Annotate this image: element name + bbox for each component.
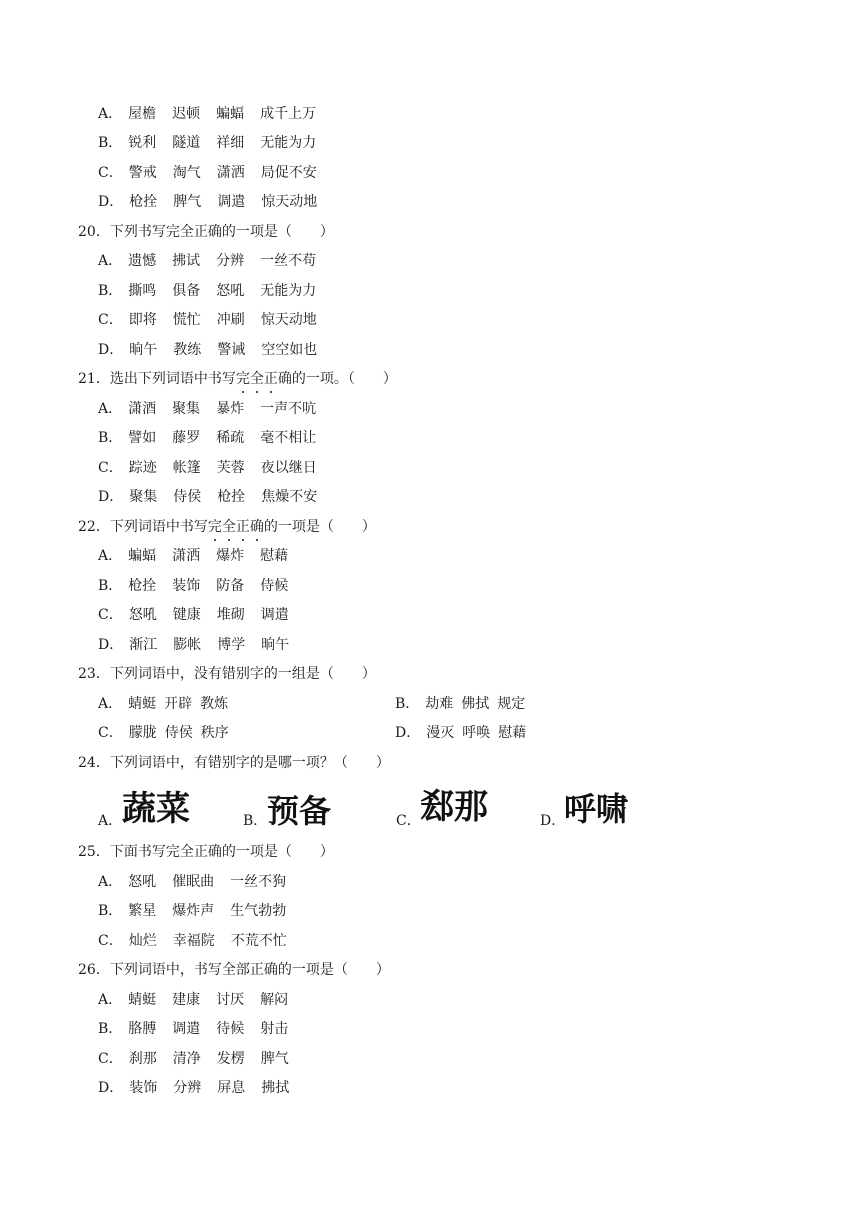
q21-stem: 21．选出下列词语中书写完全正确的一项。（ ） (78, 371, 397, 387)
emphasis-dot-char: 完 (235, 371, 250, 387)
handwritten-word-image (120, 786, 204, 828)
q22-option-c: C． 怒吼 键康 堆砌 调遣 (98, 607, 289, 623)
q24-option-a: A． 蔬菜 (98, 786, 218, 832)
q26-option-b: B． 胳膊 调遣 待候 射击 (98, 1021, 289, 1037)
q22-option-a: A． 蝙蝠 潇洒 爆炸 慰藉 (98, 548, 289, 564)
emphasis-dot-char: 正 (235, 519, 250, 535)
svg-text:郄那: 郄那 (420, 787, 488, 827)
q20-stem: 20．下列书写完全正确的一项是（ ） (78, 224, 334, 240)
q26-option-d: D． 装饰 分辨 屏息 拂拭 (98, 1080, 290, 1096)
q21-option-d: D． 聚集 侍侯 枪拴 焦燥不安 (98, 489, 318, 505)
q24-option-b: B． 预备 (243, 786, 363, 832)
q26-option-a: A． 蜻蜓 建康 讨厌 解闷 (98, 992, 289, 1008)
q25-option-a: A． 怒吼 催眠曲 一丝不狗 (98, 874, 287, 890)
handwritten-word-image (562, 786, 646, 828)
q21-option-b: B． 譬如 藤罗 稀疏 毫不相让 (98, 430, 317, 446)
q21-option-c: C． 踪迹 帐篷 芙蓉 夜以继日 (98, 460, 317, 476)
q22-stem: 22．下列词语中书写完全正确的一项是（ ） (78, 519, 376, 535)
q23-option-b: B． 劫难 佛拭 规定 (395, 696, 526, 712)
handwritten-word-image (418, 786, 510, 828)
emphasis-dot-char: 完 (207, 519, 222, 535)
emphasis-dots-text (208, 519, 264, 535)
svg-text:蔬菜: 蔬菜 (122, 789, 190, 828)
q25-option-b: B． 繁星 爆炸声 生气勃勃 (98, 903, 287, 919)
q19-option-d: D． 枪拴 脾气 调遣 惊天动地 (98, 194, 318, 210)
q19-option-c: C． 警戒 淘气 潇洒 局促不安 (98, 165, 317, 181)
q20-option-b: B． 撕鸣 俱备 怒吼 无能为力 (98, 283, 317, 299)
q26-stem: 26．下列词语中，书写全部正确的一项是（ ） (78, 962, 390, 978)
q24-option-d: D． 呼啸 (540, 786, 650, 832)
q23-option-c: C． 朦胧 侍侯 秩序 (98, 725, 229, 741)
emphasis-dot-char: 全 (249, 371, 264, 387)
q21-option-a: A． 潇酒 聚集 暴炸 一声不吭 (98, 401, 317, 417)
q22-option-d: D． 渐江 膨帐 博学 晌午 (98, 637, 290, 653)
q19-option-b: B． 锐利 隧道 祥细 无能为力 (98, 135, 317, 151)
q20-option-d: D． 晌午 教练 警诫 空空如也 (98, 342, 318, 358)
q23-stem: 23．下列词语中，没有错别字的一组是（ ） (78, 666, 376, 682)
q19-option-a: A． 屋檐 迟顿 蝙蝠 成千上万 (98, 106, 317, 122)
q24-stem: 24．下列词语中，有错别字的是哪一项？（ ） (78, 755, 390, 771)
q22-option-b: B． 枪拴 装饰 防备 侍候 (98, 578, 289, 594)
svg-text:呼啸: 呼啸 (564, 790, 629, 828)
svg-text:预备: 预备 (267, 792, 332, 828)
q23-option-d: D． 漫灭 呼唤 慰藉 (395, 725, 527, 741)
handwritten-word-image (265, 786, 349, 828)
q25-stem: 25．下面书写完全正确的一项是（ ） (78, 844, 334, 860)
q23-option-a: A． 蜻蜓 开辟 教炼 (98, 696, 229, 712)
q20-option-c: C． 即将 慌忙 冲刷 惊天动地 (98, 312, 317, 328)
q26-option-c: C． 刹那 清净 发楞 脾气 (98, 1051, 289, 1067)
emphasis-dot-char: 确 (249, 519, 264, 535)
emphasis-dots-text (236, 371, 278, 387)
q25-option-c: C． 灿烂 幸福院 不荒不忙 (98, 933, 287, 949)
emphasis-dot-char: 全 (221, 519, 236, 535)
q24-option-c: C． 郄那 (396, 786, 526, 832)
q20-option-a: A． 遗憾 拂试 分辨 一丝不苟 (98, 253, 317, 269)
emphasis-dot-char: 正 (263, 371, 278, 387)
